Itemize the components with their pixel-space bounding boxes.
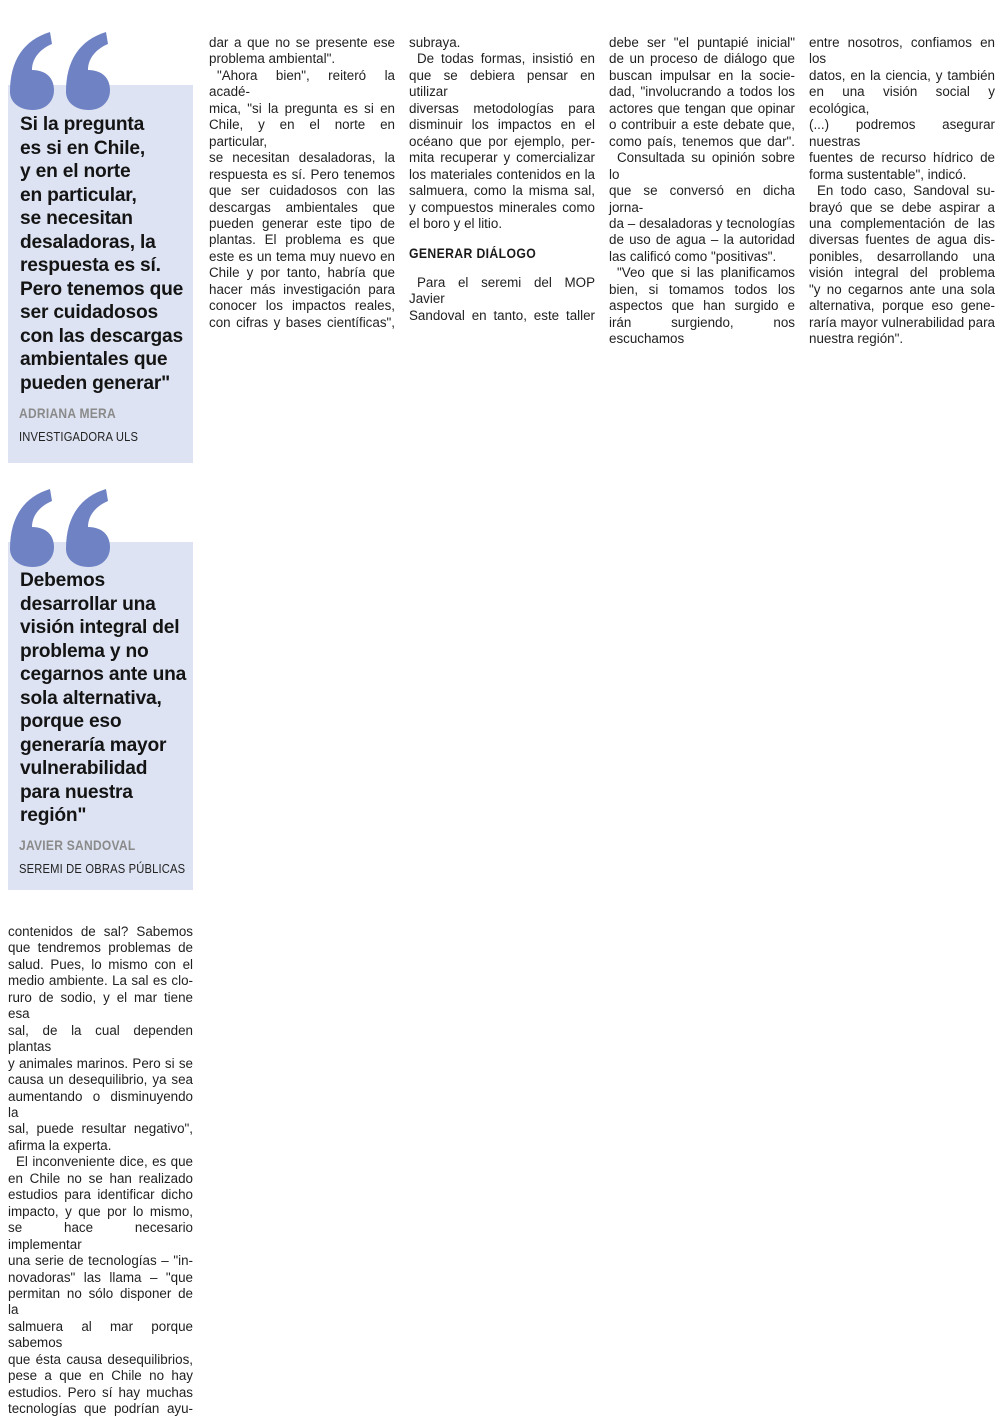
article-column-1: contenidos de sal? Sabemos que tendremos problemas de salud. Pues, lo mismo con el medio ambiente. La sal es clo- ruro de sodio, y el mar tiene esa sal, de la cual dependen plantas y animales marinos. Pero si se causa un desequilibrio, ya sea aumentando o disminuyendo la sal, puede resultar negativo", afirma la experta. El inconveniente dice, es que en Chile no se han realizado estudios para identificar dicho impacto, y que por lo mismo, se hace necesario implementar una serie de tecnologías – "in- novadoras" las llama – "que permitan no sólo disponer de la salmuera al mar porque sabemos que ésta causa desequilibrios, pese a que en Chile no hay estudios. Pero sí hay muchas tecnologías que podrían ayu- bbox=[8, 924, 193, 1417]
pull-quote-1-author: ADRIANA MERA bbox=[19, 405, 116, 421]
pull-quote-1-role: INVESTIGADORA ULS bbox=[19, 429, 139, 444]
article-column-5: entre nosotros, confiamos en los datos, en la ciencia, y también en una visión social y ecológica, (...) podremos asegurar nuestras fuentes de recurso hídrico de forma sustentable", indicó. En todo caso, Sandoval su- brayó que se debe aspirar a una complementación de las diversas fuentes de agua dis- ponibles, desarrollando una visión integral del problema "y no cegarnos ante una sola alternativa, porque eso gene- raría mayor vulnerabilidad para nuestra región". bbox=[809, 35, 995, 347]
pull-quote-1-text: Si la pregunta es si en Chile, y en el norte en particular, se necesitan desaladoras, la respuesta es sí. Pero tenemos que ser cuidadosos con las descargas ambientales que pueden generar" bbox=[20, 114, 184, 394]
section-heading: GENERAR DIÁLOGO bbox=[409, 246, 537, 262]
article-column-3: subraya. De todas formas, insistió en que se debiera pensar en utilizar diversas metodologías para disminuir los impactos en el océano que por ejemplo, per- mita recuperar y comercializar los materiales contenidos en la salmuera, como la misma sal, y compuestos minerales como el boro y el litio. GENERAR DIÁLOGO Para el seremi del MOP Javier Sandoval en tanto, este taller bbox=[409, 35, 595, 323]
article-column-4: debe ser "el puntapié inicial" de un proceso de diálogo que buscan impulsar en la socie- dad, "involucrando a todos los actores que tengan que opinar o contribuir a este debate que, como país, tenemos que dar". Consultada su opinión sobre lo que se conversó en dicha jorna- da – desaladoras y tecnologías de uso de agua – la autoridad las calificó como "positivas". "Veo que si las planificamos bien, si tomamos todos los aspectos que han surgido e irán surgiendo, nos escuchamos bbox=[609, 35, 795, 347]
pull-quote-2-role: SEREMI DE OBRAS PÚBLICAS bbox=[19, 861, 186, 876]
quote-mark-icon bbox=[6, 30, 116, 112]
article-column-2: dar a que no se presente ese problema ambiental". "Ahora bien", reiteró la acadé- mica, "si la pregunta es si en Chile, y en el norte en particular, se necesitan desaladoras, la respuesta es sí. Pero tenemos que ser cuidadosos con las descargas ambientales que pueden generar este tipo de plantas. El problema es que este es un tema muy nuevo en Chile y por tanto, habría que hacer más investigación para conocer los impactos reales, con cifras y bases científicas", bbox=[209, 35, 395, 330]
pull-quote-2-author: JAVIER SANDOVAL bbox=[19, 837, 136, 853]
quote-mark-icon bbox=[6, 487, 116, 569]
pull-quote-2-text: Debemos desarrollar una visión integral del problema y no cegarnos ante una sola alternativa, porque eso generaría mayor vulnerabilidad para nuestra región" bbox=[20, 570, 187, 826]
